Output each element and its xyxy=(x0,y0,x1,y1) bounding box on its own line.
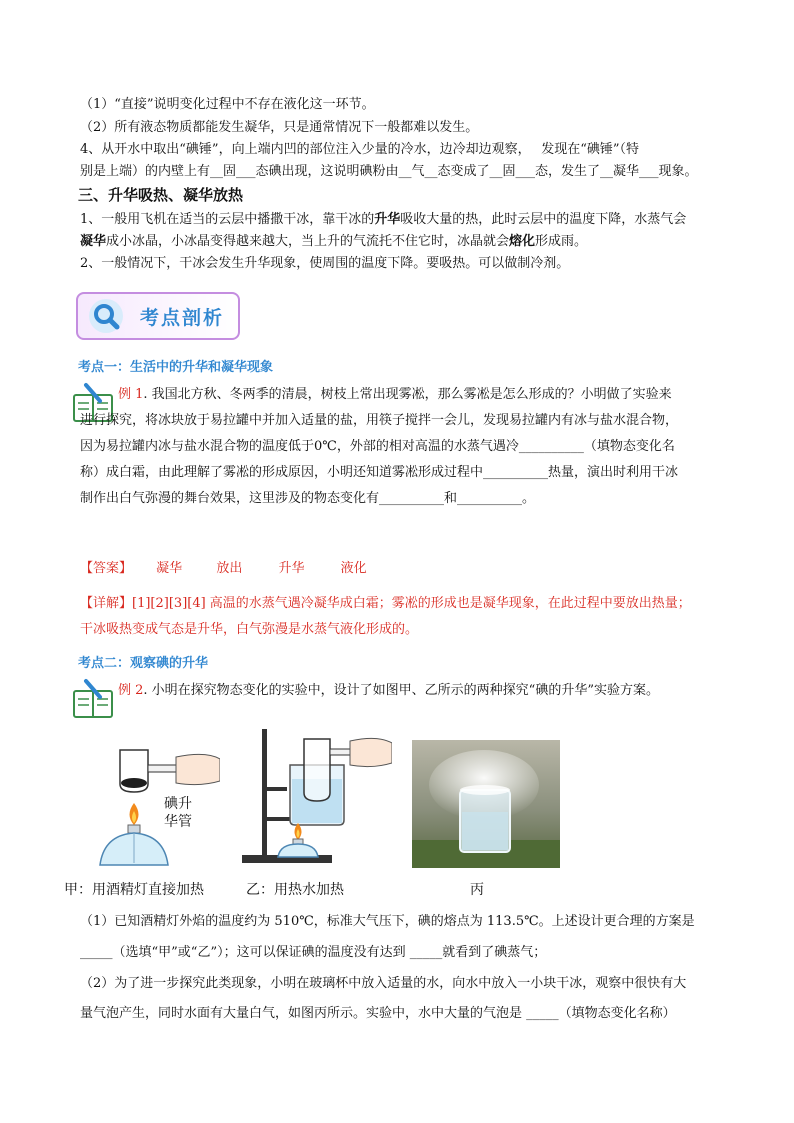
bold-term: 熔化 xyxy=(509,234,536,249)
question-line: （2）为了进一步探究此类现象，小明在玻璃杯中放入适量的水，向水中放入一小块干冰，观察中很快有大 xyxy=(80,976,687,991)
figure-caption: 丙 xyxy=(470,882,484,898)
question-line: 因为易拉罐内冰与盐水混合物的温度低于0℃，外部的相对高温的水蒸气遇冷__________（填物态变化名 xyxy=(80,439,675,454)
badge-title: 考点剖析 xyxy=(140,306,225,329)
example-label: 例 1 xyxy=(118,387,144,402)
topic-heading: 考点二：观察碘的升华 xyxy=(78,656,209,671)
text-span: [1][2][3][4] 高温的水蒸气遇冷凝华成白霜；雾凇的形成也是凝华现象，在此过程中要放出热量； xyxy=(132,596,691,611)
text-line: （1）“直接”说明变化过程中不存在液化这一环节。 xyxy=(80,97,375,112)
paragraph-line xyxy=(80,232,587,252)
detail-line: 干冰吸热变成气态是升华，白气弥漫是水蒸气液化形成的。 xyxy=(80,622,419,637)
text-span: . 小明在探究物态变化的实验中，设计了如图甲、乙所示的两种探究“碘的升华”实验方案。 xyxy=(143,683,659,698)
topic-heading: 考点一：生活中的升华和凝华现象 xyxy=(78,360,274,375)
section-badge xyxy=(76,292,240,340)
text-span: 吸收大量的热，此时云层中的温度下降，水蒸气会 xyxy=(400,212,687,227)
tube-label: 碘升 xyxy=(164,796,192,812)
question-line: 制作出白气弥漫的舞台效果，这里涉及的物态变化有__________和__________。 xyxy=(80,491,536,506)
figure-caption: 乙：用热水加热 xyxy=(246,882,344,898)
text-line: 别是上端）的内壁上有__固___态碘出现，这说明碘粉由__气__态变成了__固___态，发生了__凝华___现象。 xyxy=(80,164,698,179)
text-line: 4、从开水中取出“碘锤”，向上端内凹的部位注入少量的冷水，边冷却边观察， 发现在“碘锤”（特 xyxy=(80,142,639,157)
answer-item: 升华 xyxy=(278,561,305,576)
question-line: _____（选填“甲”或“乙”）；这可以保证碘的温度没有达到 _____就看到了碘蒸气； xyxy=(80,945,547,960)
text-span: 成小冰晶，小冰晶变得越来越大，当上升的气流托不住它时，冰晶就会 xyxy=(106,234,510,249)
dry-ice-photo xyxy=(412,740,560,868)
bold-term: 升华 xyxy=(374,212,401,227)
question-line xyxy=(118,385,672,405)
text-span: 形成雨。 xyxy=(535,234,588,249)
question-line xyxy=(118,681,659,701)
answer-label: 【答案】 xyxy=(80,561,133,576)
text-span: . 我国北方秋、冬两季的清晨，树枝上常出现雾凇，那么雾凇是怎么形成的？小明做了实验来 xyxy=(143,387,672,402)
answer-item: 凝华 xyxy=(156,561,183,576)
answer-item: 液化 xyxy=(340,561,367,576)
figure-direct-heating xyxy=(90,745,220,870)
figure-caption: 甲：用酒精灯直接加热 xyxy=(64,882,204,898)
paragraph-line xyxy=(80,210,686,230)
example-label: 例 2 xyxy=(118,683,144,698)
text-line: （2）所有液态物质都能发生凝华，只是通常情况下一般都难以发生。 xyxy=(80,120,479,135)
question-line: 进行探究，将冰块放于易拉罐中并加入适量的盐，用筷子搅拌一会儿，发现易拉罐内有冰与盐水混合物， xyxy=(80,413,679,428)
tube-label: 华管 xyxy=(164,814,192,830)
answer-line xyxy=(80,559,367,579)
detail-line xyxy=(80,594,691,614)
question-line: 量气泡产生，同时水面有大量白气，如图丙所示。实验中，水中大量的气泡是 _____（填物态变化名称） xyxy=(80,1006,676,1021)
text-span: 1、一般用飞机在适当的云层中播撒干冰，靠干冰的 xyxy=(80,212,375,227)
magnifier-icon xyxy=(86,296,126,336)
figure-water-bath xyxy=(232,727,392,870)
question-line: （1）已知酒精灯外焰的温度约为 510℃，标准大气压下，碘的熔点为 113.5℃。上述设计更合理的方案是 xyxy=(80,914,695,929)
answer-item: 放出 xyxy=(216,561,243,576)
bold-term: 凝华 xyxy=(80,234,107,249)
section-heading: 三、升华吸热、凝华放热 xyxy=(78,186,244,204)
question-line: 称）成白霜，由此理解了雾凇的形成原因，小明还知道雾凇形成过程中__________热量，演出时利用干冰 xyxy=(80,465,679,480)
book-pencil-icon xyxy=(72,677,114,719)
detail-label: 【详解】 xyxy=(80,596,133,611)
paragraph-line: 2、一般情况下，干冰会发生升华现象，使周围的温度下降。要吸热。可以做制冷剂。 xyxy=(80,256,570,271)
